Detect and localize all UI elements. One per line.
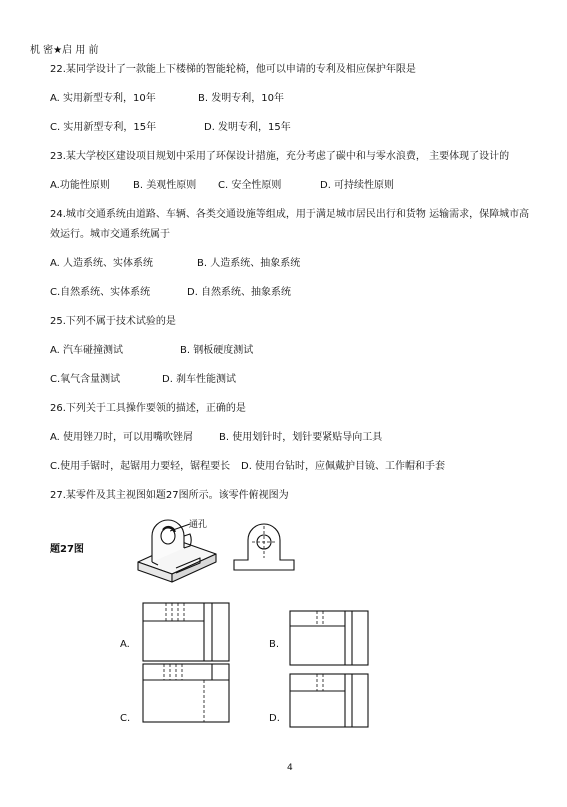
- figure-27-label: 题27图: [50, 544, 84, 555]
- question-26-option-c: C.使用手锯时，起锯用力要轻，锯程要长: [50, 461, 231, 472]
- question-27-stem: 27.某零件及其主视图如题27图所示。该零件俯视图为: [50, 490, 289, 501]
- choice-c-top-view: [142, 663, 230, 723]
- question-24-stem: 24.城市交通系统由道路、车辆、各类交通设施等组成，用于满足城市居民出行和货物 运输需求，保障城市高: [50, 209, 530, 220]
- question-22-option-a: A. 实用新型专利，10年: [50, 93, 156, 104]
- question-24-stem-continued: 效运行。城市交通系统属于: [50, 229, 170, 240]
- part-front-view-drawing: [232, 522, 296, 574]
- question-23-stem: 23.某大学校区建设项目规划中采用了环保设计措施，充分考虑了碳中和与零水浪费， 主要体现了设计的: [50, 151, 510, 162]
- question-26-option-a: A. 使用锉刀时，可以用嘴吹锉屑: [50, 432, 194, 443]
- choice-d-label: D.: [269, 713, 280, 724]
- question-26-option-b: B. 使用划针时，划针要紧贴导向工具: [219, 432, 383, 443]
- question-23-option-b: B. 美观性原则: [133, 180, 197, 191]
- choice-a-top-view: [142, 602, 230, 662]
- question-24-option-a: A. 人造系统、实体系统: [50, 258, 154, 269]
- question-24-option-c: C.自然系统、实体系统: [50, 287, 151, 298]
- choice-d-top-view: [289, 673, 369, 728]
- question-23-option-a: A.功能性原则: [50, 180, 110, 191]
- question-25-option-d: D. 刹车性能测试: [162, 374, 237, 385]
- question-22-option-c: C. 实用新型专利，15年: [50, 122, 157, 133]
- question-26-option-d: D. 使用台钻时，应佩戴护目镜、工作帽和手套: [241, 461, 446, 472]
- secrecy-mark: 机 密★启 用 前: [30, 45, 99, 56]
- choice-a-label: A.: [120, 639, 130, 650]
- question-24-option-d: D. 自然系统、抽象系统: [187, 287, 292, 298]
- choice-b-label: B.: [269, 639, 280, 650]
- question-24-option-b: B. 人造系统、抽象系统: [197, 258, 301, 269]
- question-26-stem: 26.下列关于工具操作要领的描述，正确的是: [50, 403, 246, 414]
- question-22-option-b: B. 发明专利，10年: [198, 93, 284, 104]
- callout-leader-line: [170, 520, 192, 532]
- question-25-option-b: B. 钢板硬度测试: [180, 345, 254, 356]
- through-hole-callout-label: 通孔: [189, 520, 208, 530]
- question-22-option-d: D. 发明专利，15年: [204, 122, 291, 133]
- question-25-stem: 25.下列不属于技术试验的是: [50, 316, 176, 327]
- question-25-option-a: A. 汽车碰撞测试: [50, 345, 124, 356]
- choice-b-top-view: [289, 610, 369, 666]
- question-23-option-c: C. 安全性原则: [218, 180, 282, 191]
- question-23-option-d: D. 可持续性原则: [320, 180, 395, 191]
- question-22-stem: 22.某同学设计了一款能上下楼梯的智能轮椅，他可以申请的专利及相应保护年限是: [50, 64, 416, 75]
- page-number: 4: [287, 763, 293, 773]
- question-25-option-c: C.氧气含量测试: [50, 374, 121, 385]
- choice-c-label: C.: [120, 713, 131, 724]
